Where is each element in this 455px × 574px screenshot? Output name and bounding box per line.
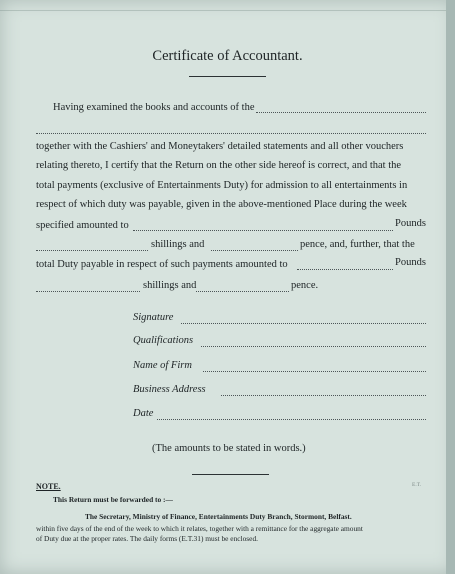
para-line-4: total payments (exclusive of Entertainments Duty) for admission to all entertainments in [36,180,408,191]
name-of-firm-label: Name of Firm [133,360,192,371]
note-forward-line: This Return must be forwarded to :— [53,495,173,504]
signature-field[interactable] [181,323,426,324]
qualifications-label: Qualifications [133,335,194,346]
business-address-field[interactable] [221,395,426,396]
para-line-3: relating thereto, I certify that the Return on the other side hereof is correct, and that the [36,160,402,171]
name-of-firm-field[interactable] [203,371,426,372]
duty-pence-blank[interactable] [196,291,289,292]
payments-pence-blank[interactable] [211,250,298,251]
pounds-label-2: Pounds [395,257,426,268]
shillings-label-1: shillings and [151,239,205,250]
para-line-8: total Duty payable in respect of such payments amounted to [36,259,288,270]
para-line-5: respect of which duty was payable, given in the above-mentioned Place during the week [36,199,407,210]
amounts-note: (The amounts to be stated in words.) [152,443,306,454]
signature-label: Signature [133,312,174,323]
document-title: Certificate of Accountant. [152,48,303,64]
note-line-3: within five days of the end of the week to which it relates, together with a remittance for the aggregate amount [36,524,363,533]
para-line-7: pence, and, further, that the [300,239,415,250]
date-field[interactable] [157,419,426,420]
note-line-4: of Duty due at the proper rates. The daily forms (E.T.31) must be enclosed. [36,534,258,543]
title-underline [189,76,266,77]
place-name-blank-2[interactable] [36,133,426,134]
para-line-2: together with the Cashiers' and Moneytakers' detailed statements and all other vouchers [36,141,404,152]
pence-label-2: pence. [291,280,319,291]
pounds-label-1: Pounds [395,218,426,229]
note-address-line: The Secretary, Ministry of Finance, Entertainments Duty Branch, Stormont, Belfast. [85,512,352,521]
margin-stamp: E.T. [412,482,422,488]
para-line-1: Having examined the books and accounts of the [53,102,255,113]
section-divider [192,474,269,475]
business-address-label: Business Address [133,384,206,395]
date-label: Date [133,408,154,419]
qualifications-field[interactable] [201,346,426,347]
duty-shillings-blank[interactable] [36,291,140,292]
para-line-6: specified amounted to [36,220,129,231]
page-edge [446,0,455,574]
payments-pounds-blank[interactable] [133,230,393,231]
place-name-blank[interactable] [256,112,426,113]
payments-shillings-blank[interactable] [36,250,148,251]
duty-pounds-blank[interactable] [297,269,393,270]
fold-line [0,10,446,11]
shillings-label-2: shillings and [143,280,197,291]
note-heading: NOTE. [36,482,61,491]
